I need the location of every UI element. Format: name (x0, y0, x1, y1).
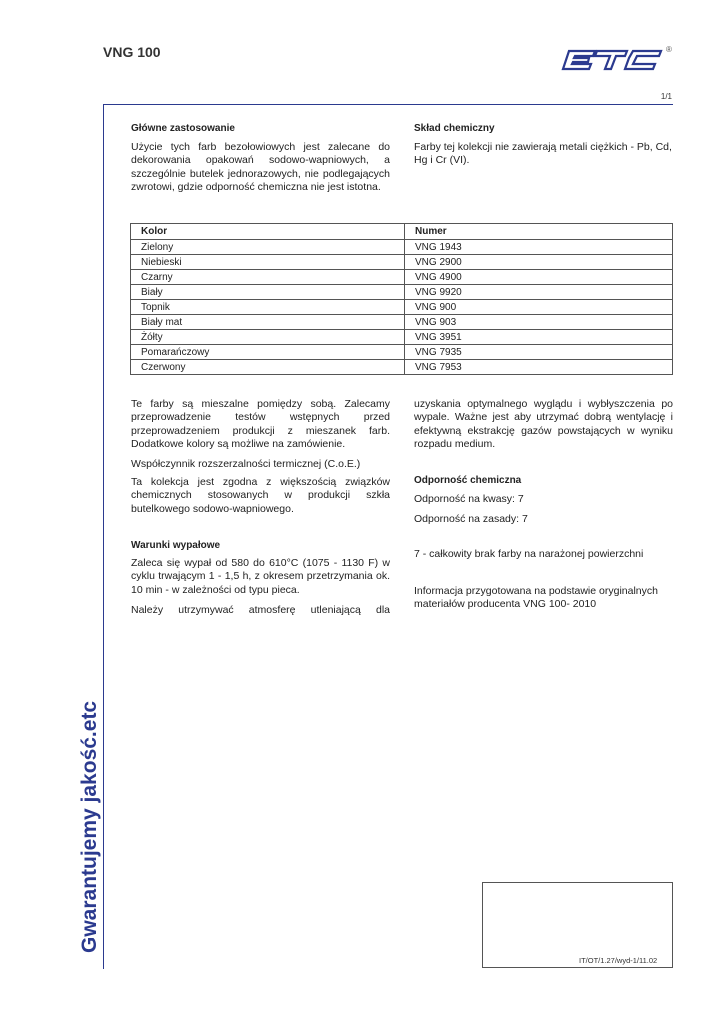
source-note: Informacja przygotowana na podstawie oryginalnych materiałów producenta VNG 100- 2010 (414, 585, 658, 611)
left-margin-rule (103, 104, 104, 969)
color-name: Biały mat (131, 315, 405, 330)
product-title: VNG 100 (103, 44, 161, 60)
table-row (131, 300, 673, 315)
coe-text: Współczynnik rozszerzalności termicznej (C.o.E.) (131, 458, 361, 470)
color-code: VNG 4900 (405, 270, 673, 285)
etc-logo (561, 46, 666, 74)
color-name: Topnik (131, 300, 405, 315)
table-row (131, 360, 673, 375)
header-divider (103, 104, 673, 105)
composition-text: Farby tej kolekcji nie zawierają metali ciężkich - Pb, Cd, Hg i Cr (VI). (414, 141, 672, 167)
main-use-text: Użycie tych farb bezołowiowych jest zalecane do dekorowania opakowań sodowo-wapniowych, a szczególnie butelek jednorazowych, nie podlegających zwrotowi, gdzie odporność chemiczna nie jest istotna. (131, 141, 390, 193)
color-name: Zielony (131, 240, 405, 255)
table-row (131, 270, 673, 285)
mixing-text: Te farby są mieszalne pomiędzy sobą. Zalecamy przeprowadzenie testów wstępnych przed przeprowadzeniem produkcji z mieszanek farb. Dodatkowe kolory są możliwe na zamówienie. (131, 398, 390, 450)
firing-heading: Warunki wypałowe (131, 540, 221, 551)
atmosphere-continued-text: uzyskania optymalnego wyglądu i wybłyszczenia po wypale. Ważne jest aby utrzymać dobrą wentylację i efektywną ekstrakcję gazów powstających w wyniku rozpadu medium. (414, 398, 673, 450)
main-use-heading: Główne zastosowanie (131, 123, 235, 134)
color-code: VNG 3951 (405, 330, 673, 345)
color-code: VNG 7953 (405, 360, 673, 375)
color-code: VNG 9920 (405, 285, 673, 300)
color-name: Niebieski (131, 255, 405, 270)
table-row (131, 255, 673, 270)
page-number: 1/1 (660, 92, 672, 101)
compliance-text: Ta kolekcja jest zgodna z większością związków chemicznych stosowanych w produkcji szkła butelkowego sodowo-wapniowego. (131, 476, 390, 515)
color-name: Żółty (131, 330, 405, 345)
color-code: VNG 7935 (405, 345, 673, 360)
table-row (131, 345, 673, 360)
registered-mark: ® (666, 45, 672, 54)
table-row (131, 240, 673, 255)
color-name: Czarny (131, 270, 405, 285)
column-header-color: Kolor (131, 224, 405, 240)
firing-text: Zaleca się wypał od 580 do 610°C (1075 - 1130 F) w cyklu trwającym 1 - 1,5 h, z okresem przetrzymania ok. 10 min - w zależności od typu pieca. (131, 557, 390, 596)
color-code: VNG 2900 (405, 255, 673, 270)
color-name: Czerwony (131, 360, 405, 375)
scale-note: 7 - całkowity brak farby na narażonej powierzchni (414, 548, 644, 560)
color-name: Biały (131, 285, 405, 300)
column-header-number: Numer (405, 224, 673, 240)
table-header-row (131, 224, 673, 240)
table-row (131, 330, 673, 345)
color-name: Pomarańczowy (131, 345, 405, 360)
color-code: VNG 1943 (405, 240, 673, 255)
color-code: VNG 903 (405, 315, 673, 330)
atmosphere-text: Należy utrzymywać atmosferę utleniającą dla (131, 604, 390, 616)
composition-heading: Skład chemiczny (414, 123, 495, 134)
color-code: VNG 900 (405, 300, 673, 315)
color-table (130, 223, 673, 375)
acid-resistance: Odporność na kwasy: 7 (414, 493, 524, 505)
chemical-resistance-heading: Odporność chemiczna (414, 475, 522, 486)
table-row (131, 315, 673, 330)
base-resistance: Odporność na zasady: 7 (414, 513, 528, 525)
document-code: IT/OT/1.27/wyd-1/11.02 (579, 956, 658, 965)
slogan: Gwarantujemy jakość.etc (78, 700, 101, 953)
table-row (131, 285, 673, 300)
